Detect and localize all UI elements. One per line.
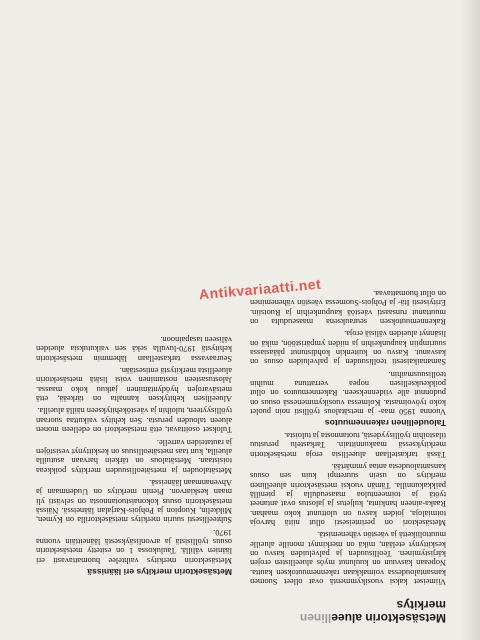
heading-line2: merkitys	[396, 598, 446, 612]
body-paragraph: Samanaikaisesti teollisuuden ja palveluiden osuus on kasvanut. Kasvu on kuitenkin kohdistunut pääasiassa suurimpiin kaupunkeihin ja niiden ympäristöön, mikä on lisännyt alueiden välisiä eroja.	[250, 329, 446, 367]
body-paragraph: Tässä tarkastellaan alueellisia eroja metsäsektorin merkityksessä maakunnittain. Tarkastelu perustuu tilastoihin työllisyydestä, tuotannosta ja tuloista.	[250, 430, 446, 459]
heading-line1: Metsäsektorin aluee	[331, 611, 446, 625]
body-paragraph: Suhteellisesti suurin merkitys metsäsektorilla on Kymen, Mikkelin, Kuopion ja Pohjois-Karjalan lääneissä. Näissä metsäsektorin osuus kokonaistuotannosta on selvästi yli maan keskiarvon. Pienin merkitys on Uudenmaan ja Ahvenanmaan lääneissä.	[36, 477, 232, 525]
watermark-stamp: Antikvariaatti.net	[198, 275, 322, 303]
page-heading	[300, 598, 446, 624]
body-paragraph: Tulokset osoittavat, että metsäsektori on edelleen monen alueen talouden perusta. Sen kehitys vaikuttaa suoraan työllisyyteen, tuloihin ja väestökehitykseen näillä alueilla.	[36, 406, 232, 435]
heading-line1-faded: llinen	[299, 611, 332, 625]
body-paragraph: Metsäsektorin merkitys vaihtelee huomattavasti eri läänien välillä. Taulukossa 1 on esitetty metsäsektorin osuus työllisistä ja arvonlisäyksestä lääneittäin vuonna 1970.	[36, 527, 232, 565]
body-paragraph: Metsätalouden ja metsäteollisuuden merkitys poikkeaa toisistaan. Metsätalous on tärkein harvaan asutuilla alueilla, kun taas metsäteollisuus on keskittynyt vesistöjen ja rautateiden varrelle.	[36, 437, 232, 475]
body-paragraph: Metsäsektori on perinteisesti ollut niitä harvoja toimialoja, joiden kasvu on ulottunut koko maahan. Raaka-aineen hankinta, kuljetus ja jalostus ovat antaneet työtä ja toimeentuloa maaseudulla ja pienillä paikkakunnilla. Tämän vuoksi metsäsektorin alueellinen merkitys on usein suurempi kuin sen osuus kansantaloudesta antaa ymmärtää.	[250, 461, 446, 527]
body-paragraph: Rakennemuutoksen seurauksena maaseudulta on muuttanut runsaasti väestöä kaupunkeihin ja Ruotsiin. Erityisesti Itä- ja Pohjois-Suomessa väestön väheneminen on ollut huomattavaa.	[250, 289, 446, 327]
body-paragraph: Alueellisen kehityksen kannalta on tärkeää, että metsävarojen hyödyntäminen jatkuu koko maassa. Jalostusasteen nostaminen voisi lisätä metsäsektorin alueellista merkitystä entisestään.	[36, 366, 232, 404]
right-text-column	[36, 332, 232, 578]
section-subheading: Metsäsektorin merkitys eri läänissä	[87, 567, 232, 577]
section-subheading: Taloudellinen rakennemuutos	[324, 418, 446, 429]
body-paragraph: Seuraavassa tarkastellaan lähemmin metsäsektorin kehitystä 1970-luvulla sekä sen vaikutuksia alueiden väliseen tasapainoon.	[36, 335, 232, 363]
left-text-column	[250, 286, 446, 586]
body-paragraph: Vuonna 1950 maa- ja metsätalous työllisti noin puolet koko työvoimasta. Kolmessa vuosikymmenessä osuus on pudonnut alle viidennekseen. Rakennemuutos on ollut poikkeuksellisen nopea verrattuna muihin teollisuusmaihin.	[250, 369, 446, 417]
body-paragraph: Viimeiset kaksi vuosikymmentä ovat olleet Suomen kansantaloudessa voimakkaan rakennemuutoksen kautta. Nopeaan kasvuun on kuulunut myös alueellisten erojen kärjistyminen. Teollisuuden ja palveluiden kasvu on keskittynyt etelään, mikä on merkinnyt monille alueille muuttoliikettä ja väestön vähenemistä.	[250, 530, 446, 586]
page-edge-shadow	[462, 0, 480, 640]
